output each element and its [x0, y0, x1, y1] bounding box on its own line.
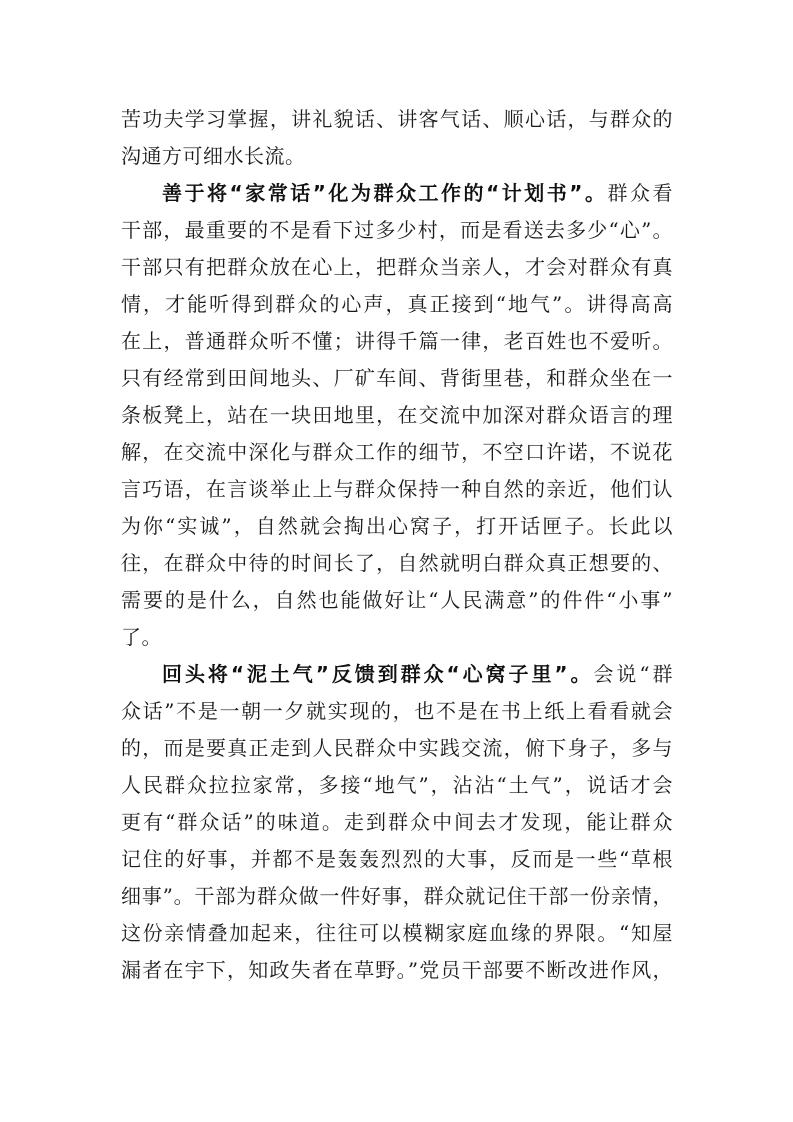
- text-line: 干部，最重要的不是看下过多少村，而是看送去多少“心”。: [121, 218, 673, 242]
- text-line: 只有经常到田间地头、厂矿车间、背街里巷，和群众坐在一: [121, 366, 673, 390]
- text-line: 的，而是要真正走到人民群众中实践交流，俯下身子，多与: [121, 736, 673, 760]
- text-line: 解，在交流中深化与群众工作的细节，不空口许诺，不说花: [121, 440, 673, 464]
- text-line: 言巧语，在言谈举止上与群众保持一种自然的亲近，他们认: [121, 477, 673, 501]
- text-line: 漏者在宇下，知政失者在草野。”党员干部要不断改进作风，: [121, 958, 673, 982]
- text-line: 这份亲情叠加起来，往往可以模糊家庭血缘的界限。“知屋: [121, 921, 673, 945]
- text-line: 干部只有把群众放在心上，把群众当亲人，才会对群众有真: [121, 255, 673, 279]
- paragraph-first-line: [121, 175, 673, 212]
- paragraph-first-line: [121, 656, 673, 693]
- text-line: 记住的好事，并都不是轰轰烈烈的大事，反而是一些“草根: [121, 847, 673, 871]
- text-line: 更有“群众话”的味道。走到群众中间去才发现，能让群众: [121, 810, 673, 834]
- text-run: 群众看: [607, 181, 674, 205]
- document-page: [121, 101, 673, 989]
- text-line: 条板凳上，站在一块田地里，在交流中加深对群众语言的理: [121, 403, 673, 427]
- text-run: 会说“群: [593, 662, 673, 686]
- text-line: 细事”。干部为群众做一件好事，群众就记住干部一份亲情，: [121, 884, 673, 908]
- text-line: 了。: [121, 625, 162, 649]
- text-line: 沟通方可细水长流。: [121, 144, 306, 168]
- text-line: 人民群众拉拉家常，多接“地气”，沾沾“土气”，说话才会: [121, 773, 673, 797]
- text-line: 为你“实诚”，自然就会掏出心窝子，打开话匣子。长此以: [121, 514, 673, 538]
- paragraph-heading: 善于将“家常话”化为群众工作的“计划书”。: [162, 181, 608, 205]
- text-line: 苦功夫学习掌握，讲礼貌话、讲客气话、顺心话，与群众的: [121, 107, 673, 131]
- text-line: 众话”不是一朝一夕就实现的，也不是在书上纸上看看就会: [121, 699, 673, 723]
- paragraph-heading: 回头将“泥土气”反馈到群众“心窝子里”。: [162, 662, 594, 686]
- text-line: 在上，普通群众听不懂；讲得千篇一律，老百姓也不爱听。: [121, 329, 673, 353]
- text-line: 往，在群众中待的时间长了，自然就明白群众真正想要的、: [121, 551, 673, 575]
- text-line: 需要的是什么，自然也能做好让“人民满意”的件件“小事”: [121, 588, 673, 612]
- text-line: 情，才能听得到群众的心声，真正接到“地气”。讲得高高: [121, 292, 673, 316]
